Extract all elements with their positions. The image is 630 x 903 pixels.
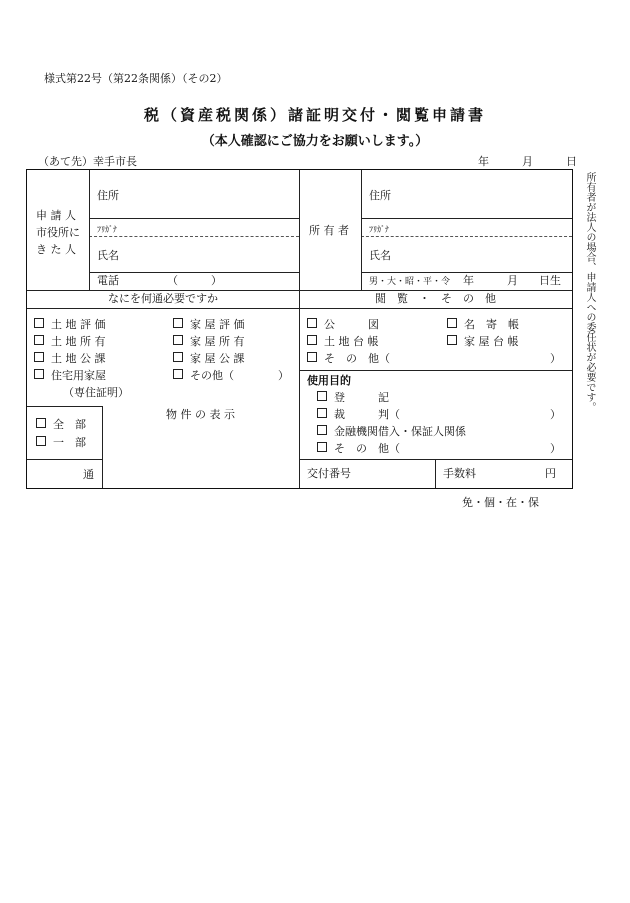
owner-furigana-dash <box>361 236 572 237</box>
form-subtitle: （本人確認にご協力をお願いします。） <box>201 134 429 149</box>
owner-address-line <box>361 218 572 219</box>
property-header: 物 件 の 表 示 <box>166 408 235 421</box>
purpose-court-close: ） <box>550 408 561 421</box>
checkbox-icon <box>307 352 317 362</box>
col-divider-center <box>299 170 300 488</box>
checkbox-house-ownership[interactable]: 家 屋 所 有 <box>173 335 245 349</box>
form-title: 税（資産税関係）諸証明交付・閲覧申請書 <box>143 106 486 124</box>
fee-unit: 円 <box>545 467 556 480</box>
checkbox-land-ownership[interactable]: 土 地 所 有 <box>34 335 106 349</box>
checkbox-purpose-court[interactable]: 裁 判（ <box>317 408 400 422</box>
checkbox-icon <box>36 436 46 446</box>
count-unit: 通 <box>83 468 94 481</box>
checkbox-icon <box>317 408 327 418</box>
checkbox-certificate-other[interactable]: その他（ ） <box>173 369 289 383</box>
residential-note: （専住証明） <box>63 386 129 399</box>
col-divider-owner <box>361 170 362 290</box>
col-divider-fee <box>435 459 436 488</box>
checkbox-scope-part[interactable]: 一 部 <box>36 436 86 450</box>
application-form-table <box>26 169 573 489</box>
checkbox-icon <box>447 335 457 345</box>
applicant-name-line <box>89 272 299 273</box>
checkbox-icon <box>447 318 457 328</box>
checkbox-icon <box>173 335 183 345</box>
row-divider-count <box>27 459 102 460</box>
date-line <box>478 153 577 169</box>
checkbox-icon <box>173 369 183 379</box>
date-year: 年 <box>478 155 489 168</box>
checkbox-land-ledger[interactable]: 土 地 台 帳 <box>307 335 379 349</box>
applicant-address-line <box>89 218 299 219</box>
owner-address-label: 住所 <box>369 189 391 202</box>
applicant-address-label: 住所 <box>97 189 119 202</box>
owner-birth-year: 年 <box>463 274 474 287</box>
checkbox-house-tax[interactable]: 家 屋 公 課 <box>173 352 245 366</box>
checkbox-icon <box>307 335 317 345</box>
owner-name-label: 氏名 <box>369 249 391 262</box>
purpose-header: 使用目的 <box>307 374 351 387</box>
checkbox-icon <box>36 418 46 428</box>
fee-label: 手数料 <box>443 467 476 480</box>
owner-birth-day: 日生 <box>539 274 561 287</box>
checkbox-viewing-other[interactable]: そ の 他（ <box>307 352 390 366</box>
checkbox-purpose-other[interactable]: そ の 他（ <box>317 442 400 456</box>
checkbox-icon <box>34 318 44 328</box>
checkbox-icon <box>317 442 327 452</box>
side-note: 所有者が法人の場合、申請人への委任状が必要です。 <box>584 172 595 412</box>
checkbox-house-valuation[interactable]: 家 屋 評 価 <box>173 318 245 332</box>
checkbox-land-tax[interactable]: 土 地 公 課 <box>34 352 106 366</box>
applicant-label: 申 請 人 市役所に き た 人 <box>36 209 80 256</box>
owner-furigana-label: ﾌﾘｶﾞﾅ <box>369 225 389 234</box>
checkbox-icon <box>34 352 44 362</box>
checkbox-purpose-loan[interactable]: 金融機関借入・保証人関係 <box>317 425 466 439</box>
form-number: 様式第22号（第22条関係）（その2） <box>44 72 228 85</box>
checkbox-name-register[interactable]: 名 寄 帳 <box>447 318 519 332</box>
checkbox-residential-house[interactable]: 住宅用家屋 <box>34 369 106 383</box>
checkbox-land-valuation[interactable]: 土 地 評 価 <box>34 318 106 332</box>
section-request-header: なにを何通必要ですか <box>108 292 218 305</box>
checkbox-scope-all[interactable]: 全 部 <box>36 418 86 432</box>
checkbox-icon <box>173 318 183 328</box>
checkbox-icon <box>34 335 44 345</box>
viewing-other-close: ） <box>550 352 561 365</box>
issue-number-label: 交付番号 <box>307 467 351 480</box>
owner-birth-era: 男・大・昭・平・令 <box>369 277 451 287</box>
checkbox-icon <box>317 391 327 401</box>
applicant-furigana-dash <box>89 236 299 237</box>
row-divider-scope <box>27 406 102 407</box>
checkbox-cadastral-map[interactable]: 公 図 <box>307 318 379 332</box>
row-divider-purpose <box>299 370 572 371</box>
checkbox-icon <box>173 352 183 362</box>
date-month: 月 <box>522 155 533 168</box>
owner-birth-month: 月 <box>507 274 518 287</box>
checkbox-purpose-registration[interactable]: 登 記 <box>317 391 389 405</box>
addressee: （あて先）幸手市長 <box>38 155 137 168</box>
checkbox-icon <box>34 369 44 379</box>
applicant-furigana-label: ﾌﾘｶﾞﾅ <box>97 225 117 234</box>
owner-label: 所 有 者 <box>309 224 349 237</box>
applicant-phone-parens: （ ） <box>167 274 222 287</box>
owner-name-line <box>361 272 572 273</box>
date-day: 日 <box>566 155 577 168</box>
applicant-name-label: 氏名 <box>97 249 119 262</box>
section-view-header: 閲 覧 ・ そ の 他 <box>375 292 496 305</box>
purpose-other-close: ） <box>550 442 561 455</box>
checkbox-icon <box>307 318 317 328</box>
footer-stamp-labels: 免・個・在・保 <box>462 496 539 509</box>
checkbox-icon <box>317 425 327 435</box>
checkbox-house-ledger[interactable]: 家 屋 台 帳 <box>447 335 519 349</box>
applicant-phone-label: 電話 <box>97 274 119 287</box>
col-divider-applicant <box>89 170 90 290</box>
